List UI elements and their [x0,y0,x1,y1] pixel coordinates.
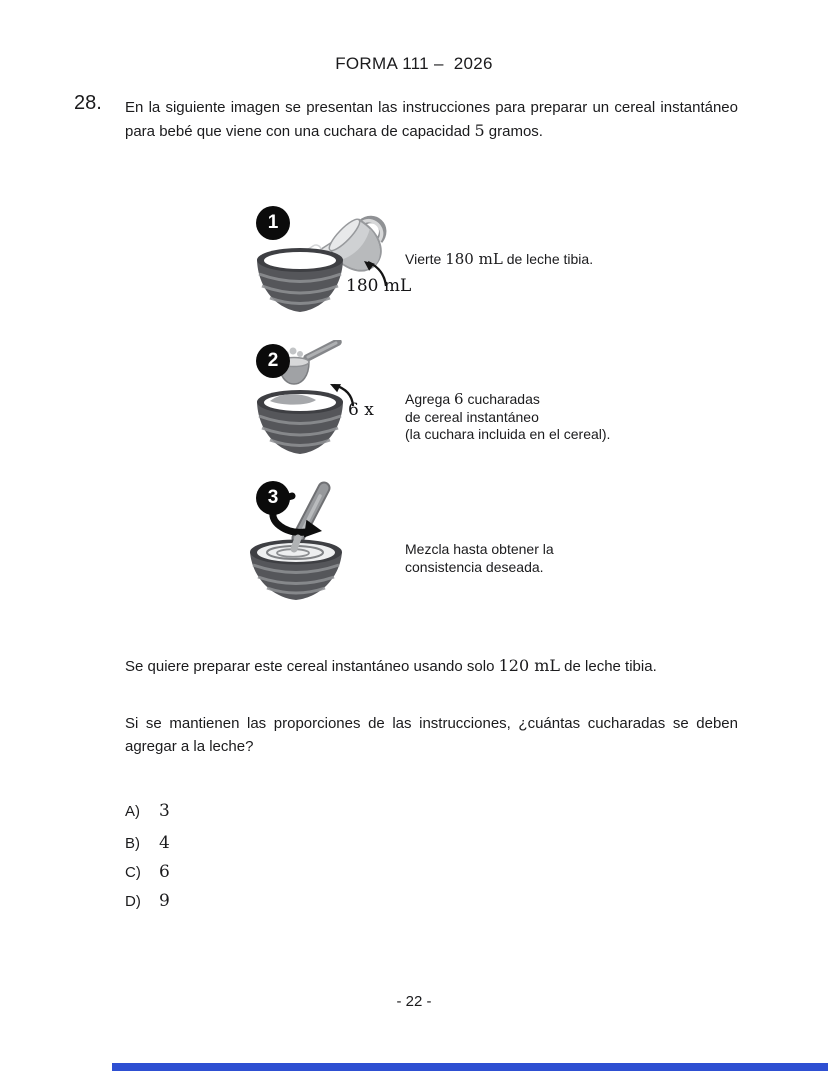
step-2-caption-line2: de cereal instantáneo [405,408,539,425]
option-a [125,801,170,821]
bottom-scrollbar[interactable] [112,1063,828,1071]
statement-value: 120 mL [498,656,561,675]
option-a-letter: A) [125,803,140,820]
bowl-milk [264,252,336,269]
option-c-value: 6 [159,862,170,882]
step-2-caption-value: 6 [454,390,464,408]
step-2-caption-line1 [405,391,610,409]
question-intro-part2: gramos. [484,123,543,140]
option-b [125,833,170,853]
step-2-caption-part1: Agrega [405,391,455,407]
statement-line [125,656,657,675]
step-3-badge: 3 [256,481,290,515]
cereal-powder [297,351,303,357]
option-b-value: 4 [159,833,170,853]
option-c [125,862,170,882]
statement-part2: de leche tibia. [560,658,657,675]
bowl-icon [257,248,343,312]
option-d-value: 9 [159,891,170,911]
step-1-amount-label: 180 mL [346,276,412,296]
question-prompt: Si se mantienen las proporciones de las instrucciones, ¿cuántas cucharadas se deben agregar a la leche? [125,715,738,755]
cereal-powder [290,348,297,355]
step-1-caption-part2: de leche tibia. [502,251,594,267]
step-1-caption-value: 180 mL [445,250,503,268]
spoon-handle-highlight [308,343,336,357]
utensil-submerged [294,538,298,549]
step-2-count-label: 6 x [348,400,374,420]
step-1-caption [405,251,593,269]
step-3-caption-line2: consistencia deseada. [405,559,544,575]
bowl-icon [257,390,343,454]
question-number: 28. [74,92,102,114]
step-2-badge: 2 [256,344,290,378]
option-b-letter: B) [125,835,140,852]
statement-part1: Se quiere preparar este cereal instantáneo usando solo [125,658,499,675]
step-1-badge: 1 [256,206,290,240]
stir-arrowhead-icon [304,520,323,540]
bowl-icon [250,538,342,600]
step-3-caption [405,540,554,576]
option-a-value: 3 [159,801,170,821]
step-3-caption-line1: Mezcla hasta obtener la [405,541,554,557]
step-1-caption-part1: Vierte [405,251,446,267]
step-2-caption-part2: cucharadas [463,391,540,407]
option-d [125,891,170,911]
step-2-caption-line3: (la cuchara incluida en el cereal). [405,426,611,442]
pointer-arrowhead-icon [328,380,341,392]
question-intro [125,96,738,143]
page-number: - 22 - [396,993,432,1010]
question-intro-value: 5 [474,121,485,140]
form-header: FORMA 111 – 2026 [335,54,493,73]
step-2-caption [405,391,610,444]
option-d-letter: D) [125,893,141,910]
option-c-letter: C) [125,864,141,881]
question-intro-part1: En la siguiente imagen se presentan las instrucciones para preparar un cereal instantáneo para bebé que viene con una cuchara de capacidad [125,99,738,140]
